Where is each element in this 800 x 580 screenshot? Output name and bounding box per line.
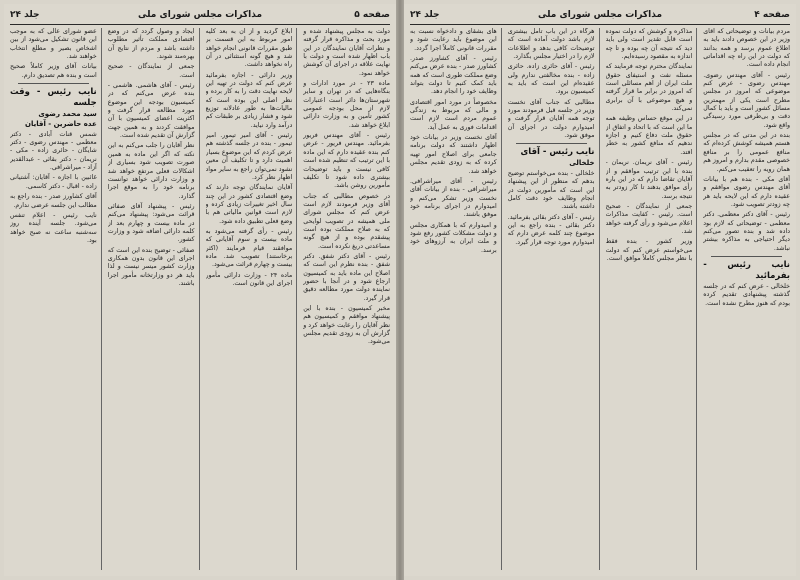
- right-volume-label: جلد ۲۴: [410, 10, 440, 20]
- paragraph: رئیس - آقای حائری زاده. حائری زاده - بنده مخالفتی ندارم ولی عقیده‌ام این است که باید به کمیسیون برود.: [507, 63, 595, 96]
- left-page-number: صفحه ۵: [354, 10, 390, 20]
- paragraph: خلخالی - بنده می‌خواستم توضیح بدهم که منظور از این پیشنهاد این است که مأمورین دولت در انجام وظایف خود دقت کامل داشته باشند.: [507, 169, 595, 211]
- paragraph: رئیس - آقای امیر تیمور. امیر تیمور - بنده در جلسه گذشته هم عرض کردم که این موضوع بسیار اهمیت دارد و تا تکلیف آن معین نشود نمی‌توان راجع به سایر مواد اظهار نظر کرد.: [205, 132, 293, 181]
- paragraph: رئیس - آقای هاشمی. هاشمی - بنده عرض می‌کنم که در کمیسیون بودجه این موضوع مورد مطالعه قرار گرفت و اکثریت اعضای کمیسیون با آن موافقت کردند و به همین جهت گزارش آن تقدیم شده است.: [107, 82, 195, 140]
- paragraph: عضو شورای عالی که به موجب این قانون تشکیل می‌شود از بین اشخاص بصیر و مطلع انتخاب خواهند شد.: [10, 28, 97, 61]
- paragraph: در این موقع حساس وظیفه همه ما این است که با اتحاد و اتفاق از حقوق ملت دفاع کنیم و اجازه ندهیم که منافع کشور به خطر افتد.: [605, 115, 693, 156]
- paragraph: نایب رئیس - اعلام تنفس می‌شود. جلسه آینده روز سه‌شنبه ساعت نه صبح خواهد بود.: [10, 211, 97, 244]
- paragraph: آقای مکی - بنده هم با بیانات آقای مهندس رضوی موافقم و عقیده دارم که این لایحه باید هر چه زودتر تصویب شود.: [703, 175, 790, 208]
- right-page-header: [410, 8, 790, 25]
- right-column-2: [606, 28, 698, 570]
- paragraph: رئیس - پیشنهاد آقای صفائی قرائت می‌شود: پیشنهاد می‌کنم در ماده بیست و چهارم بعد از کلمه دارائی اضافه شود و وزارت کشور.: [107, 202, 195, 244]
- book-gutter: [396, 0, 404, 580]
- paragraph: شمس قنات آبادی - دکتر معظمی - مهندس رضوی - دکتر شایگان - حائری زاده - مکی - نریمان - دکتر بقائی - عبدالقدیر آزاد - میراشرافی.: [10, 130, 97, 172]
- left-column-1: [303, 28, 390, 570]
- paragraph: مطالبی که جناب آقای نخست وزیر در جلسه قبل فرمودند مورد توجه همه آقایان قرار گرفت و امیدوارم دولت در اجرای آن موفق شود.: [507, 98, 595, 140]
- left-column-3: [108, 28, 200, 570]
- section-heading: نایب رئیس - بفرمائید: [703, 259, 790, 281]
- speaker-name: سید محمد رضوی: [38, 110, 97, 119]
- paragraph: در خصوص مطالبی که جناب آقای وزیر فرمودند لازم است عرض کنم که مجلس شورای ملی همیشه در تصویب لوایحی که به صلاح مملکت بوده است پیشقدم بوده و از هیچ گونه مساعدتی دریغ نکرده است.: [303, 192, 390, 250]
- right-column-1: [703, 28, 790, 570]
- paragraph: رئیس - آقای دکتر بقائی بفرمائید. دکتر بقائی - بنده راجع به این موضوع چند کلمه عرض دارم که امیدوارم مورد توجه قرار گیرد.: [507, 213, 595, 246]
- left-journal-title: مذاکرات مجلس شورای ملی: [137, 10, 263, 20]
- right-column-3: [508, 28, 600, 570]
- paragraph: آقایان نمایندگان توجه دارند که وضع اقتصادی کشور در این چند سال اخیر تغییرات زیادی کرده و لازم است قوانین مالیاتی هم با وضع فعلی تطبیق داده شود.: [205, 184, 293, 225]
- paragraph: ماده ۲۳ - در مورد ادارات و بنگاه‌هایی که در تهران و سایر شهرستان‌ها دائر است اعتبارات لازم از محل بودجه عمومی کشور تأمین و به وزارت دارائی ابلاغ خواهد شد.: [303, 80, 390, 129]
- paragraph: جمعی از نمایندگان - صحیح است. رئیس - کفایت مذاکرات اعلام می‌شود و رأی گرفته خواهد شد.: [605, 202, 693, 235]
- paragraph: غائبین با اجازه - آقایان: آشتیانی زاده - اقبال - دکتر کاسمی.: [10, 174, 97, 190]
- section-divider: [516, 143, 587, 144]
- sub-heading: عده حاضرین - آقایان: [25, 120, 97, 129]
- paragraph: رئیس - آقای نریمان. نریمان - بنده با این ترتیب موافقم و از آقایان تقاضا دارم که در این باره رأی موافق بدهند تا کار زودتر به نتیجه برسد.: [605, 159, 693, 200]
- left-volume-label: جلد ۲۴: [10, 10, 40, 20]
- paragraph: آقای نخست وزیر در بیانات خود اظهار داشتند که دولت برنامه جامعی برای اصلاح امور تهیه کرده که به زودی تقدیم مجلس خواهد شد.: [410, 134, 497, 175]
- paragraph: رئیس - آقای دکتر شفق. دکتر شفق - بنده نظرم این است که اصلاح این ماده باید به کمیسیون ارجاع شود و در آنجا با حضور نماینده دولت مورد مطالعه دقیق قرار گیرد.: [303, 252, 390, 302]
- paragraph: بیانات آقای وزیر کاملاً صحیح است و بنده هم تصدیق دارم.: [10, 63, 97, 79]
- left-column-2: [206, 28, 298, 570]
- right-column-4: [410, 28, 502, 570]
- right-page: [404, 4, 796, 576]
- paragraph: بنده در این مدتی که در مجلس هستم همیشه کوشش کرده‌ام که منافع عمومی را بر منافع خصوصی مقدم بدارم و امروز هم همان رویه را تعقیب می‌کنم.: [703, 132, 790, 173]
- paragraph: ایجاد و وصول گردد که در وضع اقتصادی مملکت تأثیر مطلوب داشته باشد و مردم از نتایج آن بهره‌مند شوند.: [107, 28, 195, 61]
- right-page-body: [410, 28, 790, 570]
- paragraph: های بشقای و دادخواه نسبت به این موضوع باید رعایت شود و مقررات قانونی کاملاً اجرا گردد.: [410, 28, 497, 52]
- paragraph: مخبر کمیسیون - بنده با این پیشنهاد موافقم و کمیسیون هم نظر آقایان را رعایت خواهد کرد و گزارش آن به زودی تقدیم مجلس می‌شود.: [303, 305, 390, 346]
- paragraph: صفائی - توضیح بنده این است که اجرای این قانون بدون همکاری وزارت کشور میسر نیست و لذا باید هر دو وزارتخانه مأمور اجرا باشند.: [107, 246, 195, 287]
- paragraph: ماده ۲۴ - وزارت دارائی مأمور اجرای این قانون است.: [205, 271, 293, 287]
- paragraph: رئیس - آقای مهندس فریور بفرمائید. مهندس فریور - عرض کنم بنده عقیده دارم که این ماده با این ترتیب که تنظیم شده است کافی نیست و باید توضیحات بیشتری داده شود تا تکلیف مأمورین روشن باشد.: [303, 132, 390, 190]
- speaker-name: خلخالی: [569, 159, 595, 168]
- left-page-header: [10, 8, 390, 25]
- paragraph: رئیس - آقای مهندس رضوی. مهندس رضوی - عرض کنم موضوعی که امروز در مجلس مطرح است یکی از مهمترین مسائل کشور است و باید با کمال دقت و بی‌طرفی مورد رسیدگی واقع شود.: [703, 71, 790, 129]
- paragraph: آقای کشاورز صدر - بنده راجع به مطالب این جلسه عرضی ندارم.: [10, 193, 97, 209]
- left-column-4: [10, 28, 102, 570]
- paragraph: مذاکره و کوشش که دولت نموده است قابل تقدیر است ولی باید دید که نتیجه آن چه بوده و تا چه اندازه به مقصود رسیده‌ایم.: [605, 28, 693, 61]
- paragraph: نظر آقایان را جلب می‌کنم به این نکته که اگر این ماده به همین صورت تصویب شود بسیاری از اشکالات فعلی مرتفع خواهد شد و وزارت دارائی خواهد توانست برنامه خود را به موقع اجرا گذارد.: [107, 142, 195, 200]
- section-divider: [18, 83, 89, 84]
- paragraph: رئیس - آقای میراشرافی. میراشرافی - بنده از بیانات آقای نخست وزیر تشکر می‌کنم و امیدوارم در اجرای برنامه خود موفق باشند.: [410, 177, 497, 219]
- paragraph: رئیس - آقای دکتر معظمی. دکتر معظمی - توضیحاتی که لازم بود داده شد و بنده تصور می‌کنم دیگر احتیاجی به مذاکره بیشتر نباشد.: [703, 211, 790, 252]
- left-page-body: [10, 28, 390, 570]
- paragraph: مخصوصاً در مورد امور اقتصادی و مالی که مربوط به زندگی عموم مردم است لازم است اقدامات فوری به عمل آید.: [410, 98, 497, 131]
- paragraph: و امیدوارم که با همکاری مجلس و دولت مشکلات کشور رفع شود و ملت ایران به آرزوهای خود برسد.: [410, 221, 497, 254]
- paragraph: جمعی از نمایندگان - صحیح است.: [107, 63, 195, 79]
- right-journal-title: مذاکرات مجلس شورای ملی: [537, 10, 663, 20]
- section-heading: نایب رئیس - وقت جلسه: [10, 87, 97, 109]
- paragraph: رئیس - رأی گرفته می‌شود به ماده بیست و سوم آقایانی که موافقند قیام فرمایند (اکثر برخاستند) تصویب شد. ماده بیست و چهارم قرائت می‌شود.: [205, 227, 293, 269]
- paragraph: دولت به مجلس پیشنهاد شده و مورد بحث و مذاکره قرار گرفته و نظرات آقایان نمایندگان در این باب اظهار شده است و دولت با نهایت علاقه در اجرای آن کوشش خواهد نمود.: [303, 28, 390, 77]
- paragraph: ابلاغ گردید و از آن به بعد کلیه امور مربوط به این قسمت بر طبق مقررات قانونی انجام خواهد شد و هیچ گونه استثنائی در آن راه نخواهد داشت.: [205, 28, 293, 69]
- paragraph: هرگاه در این باب تأمل بیشتری لازم باشد دولت آماده است که توضیحات کافی بدهد و اطلاعات لازم را در اختیار مجلس بگذارد.: [507, 28, 595, 61]
- right-page-number: صفحه ۴: [754, 10, 790, 20]
- paragraph: نمایندگان محترم توجه فرمایند که مسئله نفت و استیفای حقوق ملت ایران از اهم مسائلی است که امروز در برابر ما قرار گرفته و هیچ موضوعی با آن برابری نمی‌کند.: [605, 63, 693, 113]
- paragraph: رئیس - آقای کشاورز صدر. کشاورز صدر - بنده عرض می‌کنم وضع مملکت طوری است که همه باید کمک کنیم تا دولت بتواند وظایف خود را انجام دهد.: [410, 55, 497, 96]
- paragraph: خلخالی - عرض کنم که در جلسه گذشته پیشنهادی تقدیم کرده بودم که هنوز مطرح نشده است.: [703, 282, 790, 307]
- paragraph: وزیر کشور - بنده فقط می‌خواستم عرض کنم که دولت با نظر مجلس کاملاً موافق است.: [605, 238, 693, 262]
- section-divider: [711, 256, 782, 257]
- paragraph: وزیر دارائی - اجازه بفرمائید عرض کنم که دولت در تهیه این لایحه نهایت دقت را به کار برده و نظر اصلی این بوده است که مالیات‌ها به طور عادلانه توزیع شود و فشار زیادی بر طبقات کم درآمد وارد نیاید.: [205, 71, 293, 129]
- left-page: [4, 4, 396, 576]
- paragraph: مردم بیانات و توضیحاتی که آقای وزیر در این خصوص دادند باید به اطلاع عموم برسد و همه بدانند که دولت در این راه چه اقداماتی انجام داده است.: [703, 28, 790, 69]
- section-heading: نایب رئیس - آقای: [520, 147, 595, 158]
